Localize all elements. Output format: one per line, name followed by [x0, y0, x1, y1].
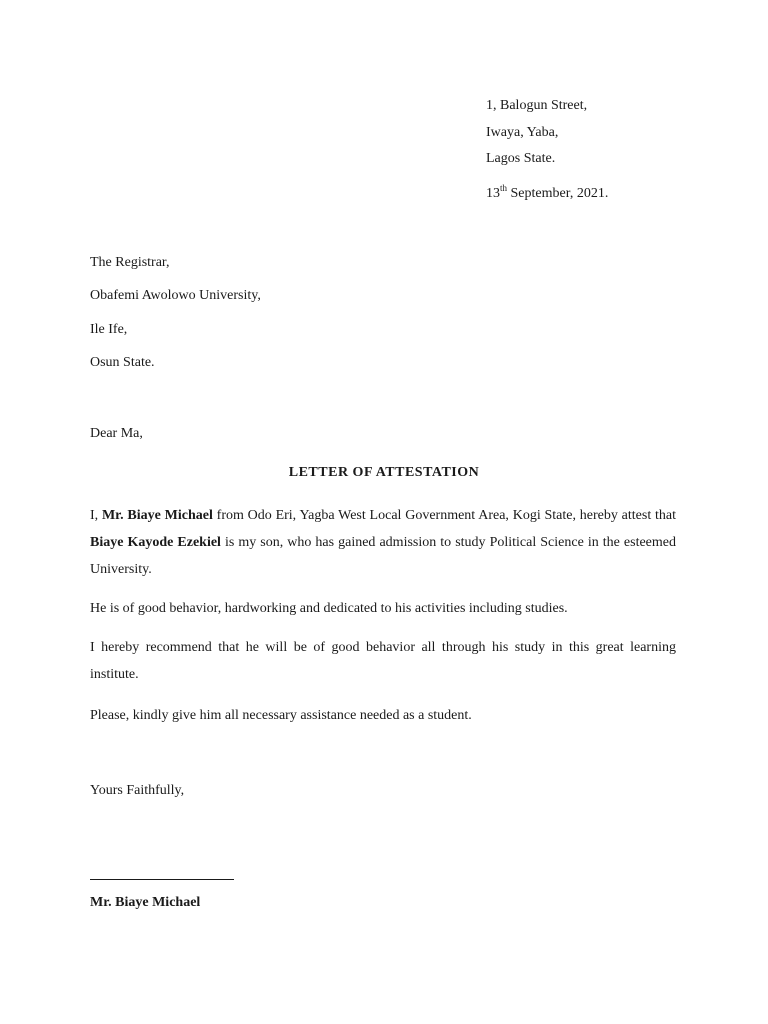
parent-name: Mr. Biaye Michael — [101, 508, 213, 523]
salutation: Dear Ma, — [90, 426, 143, 441]
letter-title: LETTER OF ATTESTATION — [288, 465, 480, 480]
recipient-line: Osun State. — [90, 354, 155, 370]
body-paragraph-recommendation: I hereby recommend that he will be of good behavior all through his study in this great learning institute. — [90, 640, 676, 682]
body-paragraph-attestation — [90, 502, 676, 583]
recipient-line: The Registrar, — [90, 255, 170, 270]
paragraph-text: is my son, who has gained admission to study Political Science in the esteemed University. — [90, 535, 676, 577]
complimentary-close: Yours Faithfully, — [90, 783, 185, 798]
sender-address — [486, 93, 587, 173]
letter-date — [486, 183, 609, 202]
paragraph-text: from Odo Eri, Yagba West Local Government Area, Kogi State, hereby attest that — [212, 508, 677, 523]
body-paragraph-behavior: He is of good behavior, hardworking and dedicated to his activities including studies. — [90, 601, 568, 616]
sender-address-line: Lagos State. — [486, 151, 556, 166]
student-name: Biaye Kayode Ezekiel — [90, 535, 221, 550]
body-paragraph-request: Please, kindly give him all necessary assistance needed as a student. — [90, 708, 472, 723]
date-day: 13 — [486, 186, 500, 201]
sender-address-line: Iwaya, Yaba, — [486, 124, 559, 140]
date-month-year: September, 2021. — [507, 186, 609, 201]
date-ordinal-suffix: th — [500, 183, 508, 193]
paragraph-text: I, — [90, 508, 102, 523]
recipient-address — [90, 253, 261, 386]
signatory-name: Mr. Biaye Michael — [90, 895, 201, 910]
recipient-line: Ile Ife, — [90, 321, 128, 337]
recipient-line: Obafemi Awolowo University, — [90, 288, 261, 304]
sender-address-line: 1, Balogun Street, — [486, 98, 588, 113]
signature-line — [90, 879, 234, 880]
